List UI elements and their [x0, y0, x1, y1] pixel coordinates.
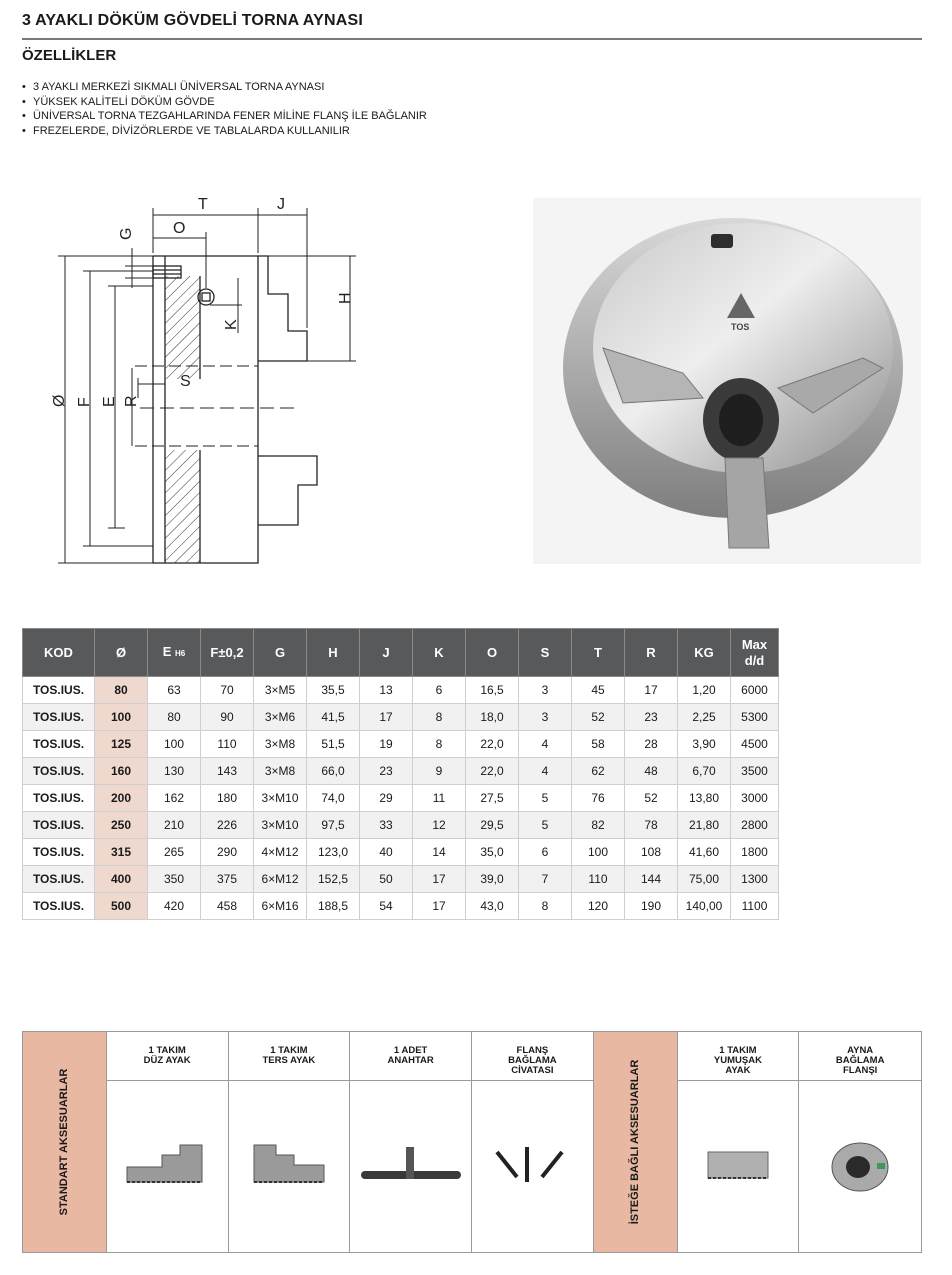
col-header: J	[360, 629, 413, 677]
table-cell: 70	[201, 677, 254, 704]
table-row	[23, 731, 779, 758]
dim-label-t: T	[198, 196, 208, 213]
table-cell: 11	[413, 785, 466, 812]
table-cell: 23	[360, 758, 413, 785]
table-cell: 152,5	[307, 866, 360, 893]
table-cell: 35,5	[307, 677, 360, 704]
table-cell: 190	[625, 893, 678, 920]
table-cell: 210	[148, 812, 201, 839]
table-cell: 3500	[731, 758, 779, 785]
table-cell: 100	[572, 839, 625, 866]
table-cell: 8	[413, 731, 466, 758]
table-cell: 2800	[731, 812, 779, 839]
table-cell: 16,5	[466, 677, 519, 704]
table-cell: 17	[413, 893, 466, 920]
table-cell: TOS.IUS.	[23, 704, 95, 731]
table-cell: 3×M5	[254, 677, 307, 704]
table-cell: 8	[413, 704, 466, 731]
table-cell: 13	[360, 677, 413, 704]
col-header: F±0,2	[201, 629, 254, 677]
dim-label-r: R	[123, 395, 140, 407]
accessory-label: 1 ADET ANAHTAR	[350, 1032, 471, 1081]
table-cell: 6×M16	[254, 893, 307, 920]
bolts-icon	[472, 1081, 593, 1252]
col-header: Max d/d	[731, 629, 779, 677]
table-cell: 3×M8	[254, 758, 307, 785]
table-cell: 3000	[731, 785, 779, 812]
table-row	[23, 893, 779, 920]
table-cell: 143	[201, 758, 254, 785]
dim-label-h: H	[337, 292, 354, 304]
col-header: E H6	[148, 629, 201, 677]
table-cell: 5300	[731, 704, 779, 731]
col-header: KG	[678, 629, 731, 677]
soft-jaw-icon	[678, 1081, 799, 1252]
table-cell: TOS.IUS.	[23, 677, 95, 704]
table-cell: 3×M8	[254, 731, 307, 758]
table-cell: 1,20	[678, 677, 731, 704]
table-cell: 52	[572, 704, 625, 731]
dim-label-k: K	[223, 319, 240, 330]
dim-label-j: J	[277, 196, 285, 213]
table-cell: 226	[201, 812, 254, 839]
table-cell: 74,0	[307, 785, 360, 812]
col-header: O	[466, 629, 519, 677]
table-cell: 17	[413, 866, 466, 893]
table-cell: 76	[572, 785, 625, 812]
table-row	[23, 677, 779, 704]
table-cell: 3	[519, 704, 572, 731]
table-header-row	[23, 629, 779, 677]
table-cell: 100	[148, 731, 201, 758]
table-cell: 3,90	[678, 731, 731, 758]
table-cell: 54	[360, 893, 413, 920]
table-cell: 23	[625, 704, 678, 731]
reverse-jaw-icon	[229, 1081, 350, 1252]
table-cell: TOS.IUS.	[23, 731, 95, 758]
table-cell: 3×M6	[254, 704, 307, 731]
technical-drawing	[40, 188, 360, 578]
dim-label-f: F	[76, 397, 93, 407]
feature-item: • ÜNİVERSAL TORNA TEZGAHLARINDA FENER MİLİNE FLANŞ İLE BAĞLANIR	[22, 109, 427, 124]
spec-table	[22, 628, 779, 920]
table-cell: 265	[148, 839, 201, 866]
table-cell: TOS.IUS.	[23, 812, 95, 839]
col-header: Ø	[95, 629, 148, 677]
table-cell: 2,25	[678, 704, 731, 731]
page-title: 3 AYAKLI DÖKÜM GÖVDELİ TORNA AYNASI	[22, 12, 363, 29]
table-cell: 29,5	[466, 812, 519, 839]
accessory-item	[350, 1032, 472, 1252]
table-cell: 52	[625, 785, 678, 812]
table-cell: 14	[413, 839, 466, 866]
table-cell: 39,0	[466, 866, 519, 893]
table-cell: 78	[625, 812, 678, 839]
table-cell: 3×M10	[254, 812, 307, 839]
section-title: ÖZELLİKLER	[22, 47, 117, 64]
accessory-label: 1 TAKIM YUMUŞAK AYAK	[678, 1032, 799, 1081]
dim-label-dia: Ø	[51, 394, 68, 407]
table-cell: 12	[413, 812, 466, 839]
accessory-label: FLANŞ BAĞLAMA CİVATASI	[472, 1032, 593, 1081]
table-cell: 21,80	[678, 812, 731, 839]
table-cell: 40	[360, 839, 413, 866]
table-row	[23, 758, 779, 785]
table-cell: 43,0	[466, 893, 519, 920]
table-row	[23, 812, 779, 839]
table-cell: 17	[625, 677, 678, 704]
table-cell: 1300	[731, 866, 779, 893]
table-cell: TOS.IUS.	[23, 839, 95, 866]
brand-mark: TOS	[731, 322, 750, 332]
accessory-item	[107, 1032, 229, 1252]
table-cell: 9	[413, 758, 466, 785]
accessory-label: 1 TAKIM DÜZ AYAK	[107, 1032, 228, 1081]
table-row	[23, 704, 779, 731]
table-cell: 28	[625, 731, 678, 758]
table-cell: 41,5	[307, 704, 360, 731]
chuck-key-icon	[350, 1081, 471, 1252]
accessory-label: AYNA BAĞLAMA FLANŞI	[799, 1032, 921, 1081]
table-cell: 420	[148, 893, 201, 920]
accessories-panel	[22, 1031, 922, 1253]
table-cell: 7	[519, 866, 572, 893]
feature-item: • FREZELERDE, DİVİZÖRLERDE VE TABLALARDA KULLANILIR	[22, 124, 427, 139]
table-cell: 3	[519, 677, 572, 704]
table-cell: 51,5	[307, 731, 360, 758]
table-cell: 17	[360, 704, 413, 731]
table-cell: 4	[519, 731, 572, 758]
table-cell: 18,0	[466, 704, 519, 731]
dim-label-e: E	[101, 396, 118, 407]
straight-jaw-icon	[107, 1081, 228, 1252]
table-cell: 100	[95, 704, 148, 731]
table-row	[23, 866, 779, 893]
table-cell: 97,5	[307, 812, 360, 839]
table-row	[23, 785, 779, 812]
accessory-item	[678, 1032, 800, 1252]
table-cell: TOS.IUS.	[23, 785, 95, 812]
table-cell: 375	[201, 866, 254, 893]
table-cell: 6	[413, 677, 466, 704]
table-cell: 48	[625, 758, 678, 785]
table-cell: 350	[148, 866, 201, 893]
flange-icon	[799, 1081, 921, 1252]
table-cell: 125	[95, 731, 148, 758]
table-cell: 66,0	[307, 758, 360, 785]
table-cell: 82	[572, 812, 625, 839]
table-cell: 13,80	[678, 785, 731, 812]
col-header: S	[519, 629, 572, 677]
dim-label-o: O	[173, 220, 186, 237]
table-cell: 27,5	[466, 785, 519, 812]
table-cell: 250	[95, 812, 148, 839]
accessory-item	[799, 1032, 921, 1252]
table-cell: 5	[519, 785, 572, 812]
table-cell: 200	[95, 785, 148, 812]
table-cell: 45	[572, 677, 625, 704]
table-cell: 500	[95, 893, 148, 920]
table-cell: 108	[625, 839, 678, 866]
table-cell: TOS.IUS.	[23, 893, 95, 920]
table-cell: 315	[95, 839, 148, 866]
table-cell: 22,0	[466, 758, 519, 785]
table-cell: TOS.IUS.	[23, 866, 95, 893]
col-header: K	[413, 629, 466, 677]
table-cell: 160	[95, 758, 148, 785]
title-rule	[22, 38, 922, 40]
table-cell: 4×M12	[254, 839, 307, 866]
standard-accessories-label: STANDART AKSESUARLAR	[23, 1032, 107, 1252]
table-cell: 130	[148, 758, 201, 785]
accessory-item	[472, 1032, 594, 1252]
col-header: KOD	[23, 629, 95, 677]
table-cell: 8	[519, 893, 572, 920]
accessory-item	[229, 1032, 351, 1252]
table-cell: 144	[625, 866, 678, 893]
col-header: G	[254, 629, 307, 677]
table-cell: 1800	[731, 839, 779, 866]
dim-label-g: G	[118, 227, 135, 240]
table-cell: 22,0	[466, 731, 519, 758]
table-cell: 41,60	[678, 839, 731, 866]
feature-list	[22, 80, 427, 138]
table-cell: 120	[572, 893, 625, 920]
table-cell: 90	[201, 704, 254, 731]
feature-item: • YÜKSEK KALİTELİ DÖKÜM GÖVDE	[22, 95, 427, 110]
table-cell: 3×M10	[254, 785, 307, 812]
table-cell: 80	[95, 677, 148, 704]
table-cell: 62	[572, 758, 625, 785]
table-cell: 110	[572, 866, 625, 893]
table-cell: 6000	[731, 677, 779, 704]
table-cell: 19	[360, 731, 413, 758]
table-cell: 35,0	[466, 839, 519, 866]
table-cell: 58	[572, 731, 625, 758]
accessory-label: 1 TAKIM TERS AYAK	[229, 1032, 350, 1081]
table-cell: 140,00	[678, 893, 731, 920]
table-row	[23, 839, 779, 866]
table-cell: 180	[201, 785, 254, 812]
table-cell: 6	[519, 839, 572, 866]
product-photo	[533, 198, 921, 564]
table-cell: 110	[201, 731, 254, 758]
table-cell: 4500	[731, 731, 779, 758]
table-cell: TOS.IUS.	[23, 758, 95, 785]
table-cell: 33	[360, 812, 413, 839]
table-cell: 6,70	[678, 758, 731, 785]
table-cell: 1100	[731, 893, 779, 920]
table-cell: 188,5	[307, 893, 360, 920]
col-header: R	[625, 629, 678, 677]
table-cell: 290	[201, 839, 254, 866]
table-cell: 75,00	[678, 866, 731, 893]
table-cell: 123,0	[307, 839, 360, 866]
dim-label-s: S	[180, 373, 191, 390]
table-cell: 80	[148, 704, 201, 731]
feature-item: • 3 AYAKLI MERKEZİ SIKMALI ÜNİVERSAL TORNA AYNASI	[22, 80, 427, 95]
table-cell: 6×M12	[254, 866, 307, 893]
optional-accessories-label: İSTEĞE BAĞLI AKSESUARLAR	[594, 1032, 678, 1252]
table-cell: 400	[95, 866, 148, 893]
table-cell: 50	[360, 866, 413, 893]
col-header: T	[572, 629, 625, 677]
table-cell: 162	[148, 785, 201, 812]
col-header: H	[307, 629, 360, 677]
table-cell: 63	[148, 677, 201, 704]
table-cell: 29	[360, 785, 413, 812]
table-cell: 4	[519, 758, 572, 785]
table-cell: 5	[519, 812, 572, 839]
table-cell: 458	[201, 893, 254, 920]
